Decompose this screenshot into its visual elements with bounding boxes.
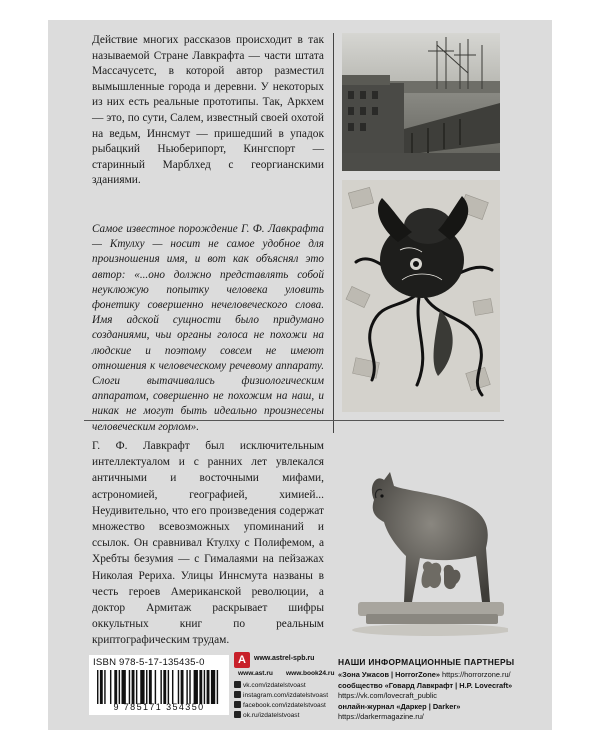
info-partners-block (338, 657, 515, 723)
website-ast-link[interactable]: www.ast.ru (238, 670, 273, 677)
instagram-link[interactable]: instagram.com/izdatelstvoast (234, 691, 328, 699)
paragraph-lovecraft-country: Действие многих рассказов происходит в так называемой Стране Лавкрафта — части штата Массачусетс, в которой автор разместил вымышленные города и деревни. У некоторых из них есть реальные прототипы. Так, Аркхем — это, по сути, Салем, известный своей охотой на ведьм, Иннсмут — пришедший в упадок рыбацкий Ньюберипорт, Кингспорт — старинный Марблхед с георгианскими зданиями. (92, 34, 324, 187)
horizontal-divider (84, 420, 504, 421)
barcode (97, 670, 221, 704)
ok-icon (234, 711, 241, 718)
partner-horrorzone: «Зона Ужасов | HorrorZone» https://horrorzone.ru/ (338, 670, 511, 679)
barcode-number: 9 785171 354350 (113, 702, 205, 712)
website-book24-link[interactable]: www.book24.ru (286, 670, 335, 677)
vk-link[interactable]: vk.com/izdatelstvoast (234, 681, 306, 689)
horrorzone-link[interactable]: https://horrorzone.ru/ (442, 670, 511, 679)
lovecraft-public-link[interactable]: https://vk.com/lovecraft_public (338, 691, 437, 701)
facebook-link[interactable]: facebook.com/izdatelstvoast (234, 701, 326, 709)
isbn-barcode-block (89, 655, 229, 715)
vk-icon (234, 681, 241, 688)
darker-link[interactable]: https://darkermagazine.ru/ (338, 712, 424, 722)
harbor-photo (342, 33, 500, 171)
paragraph-intellectual: Г. Ф. Лавкрафт был исключительным интеллектуалом и с ранних лет увлекался античными и восточными мифами, астрономией, географией, химией... Неудивительно, что его произведения содержат множество всевозможных упоминаний и ссылок. Он сравнивал Ктулху с Полифемом, а Хребты безумия — с Гималаями на пейзажах Николая Рериха. Улицы Иннсмута названы в честь героев Американской революции, а доктор Армитаж раскрывает шифры оккультных книг по реальным криптографическим трудам. (92, 440, 324, 647)
vertical-divider (333, 33, 334, 433)
isbn-label: ISBN 978-5-17-135435-0 (93, 657, 205, 668)
capitoline-wolf-photo (340, 452, 508, 642)
partners-title: НАШИ ИНФОРМАЦИОННЫЕ ПАРТНЕРЫ (338, 657, 515, 667)
website-astrel-link[interactable]: www.astrel-spb.ru (254, 655, 315, 662)
paragraph-cthulhu-quote: Самое известное порождение Г. Ф. Лавкрафта — Ктулху — носит не самое удобное для произношения имя, и вот как объяснял это автор: «...оно должно представлять собой неуклюжую попытку человека уловить фонетику совершенно нечеловеческого слова. Имя адской сущности было придумано созданиями, чьи органы голоса не похожи на людские и поэтому совсем не имеют отношения к человеческому речевому аппарату. Слоги вытачивались физиологическим аппаратом, совершенно не похожим на наш, и никак не могут быть идеально произнесены человеческим горлом». (92, 223, 324, 433)
instagram-icon (234, 691, 241, 698)
partner-lovecraft-community: сообщество «Говард Лавкрафт | H.P. Lovecraft» (338, 680, 513, 690)
partner-darker: онлайн-журнал «Даркер | Darker» (338, 701, 461, 711)
facebook-icon (234, 701, 241, 708)
ok-link[interactable]: ok.ru/izdatelstvoast (234, 711, 299, 719)
cthulhu-illustration (342, 180, 500, 412)
publisher-logo: A (234, 652, 250, 668)
